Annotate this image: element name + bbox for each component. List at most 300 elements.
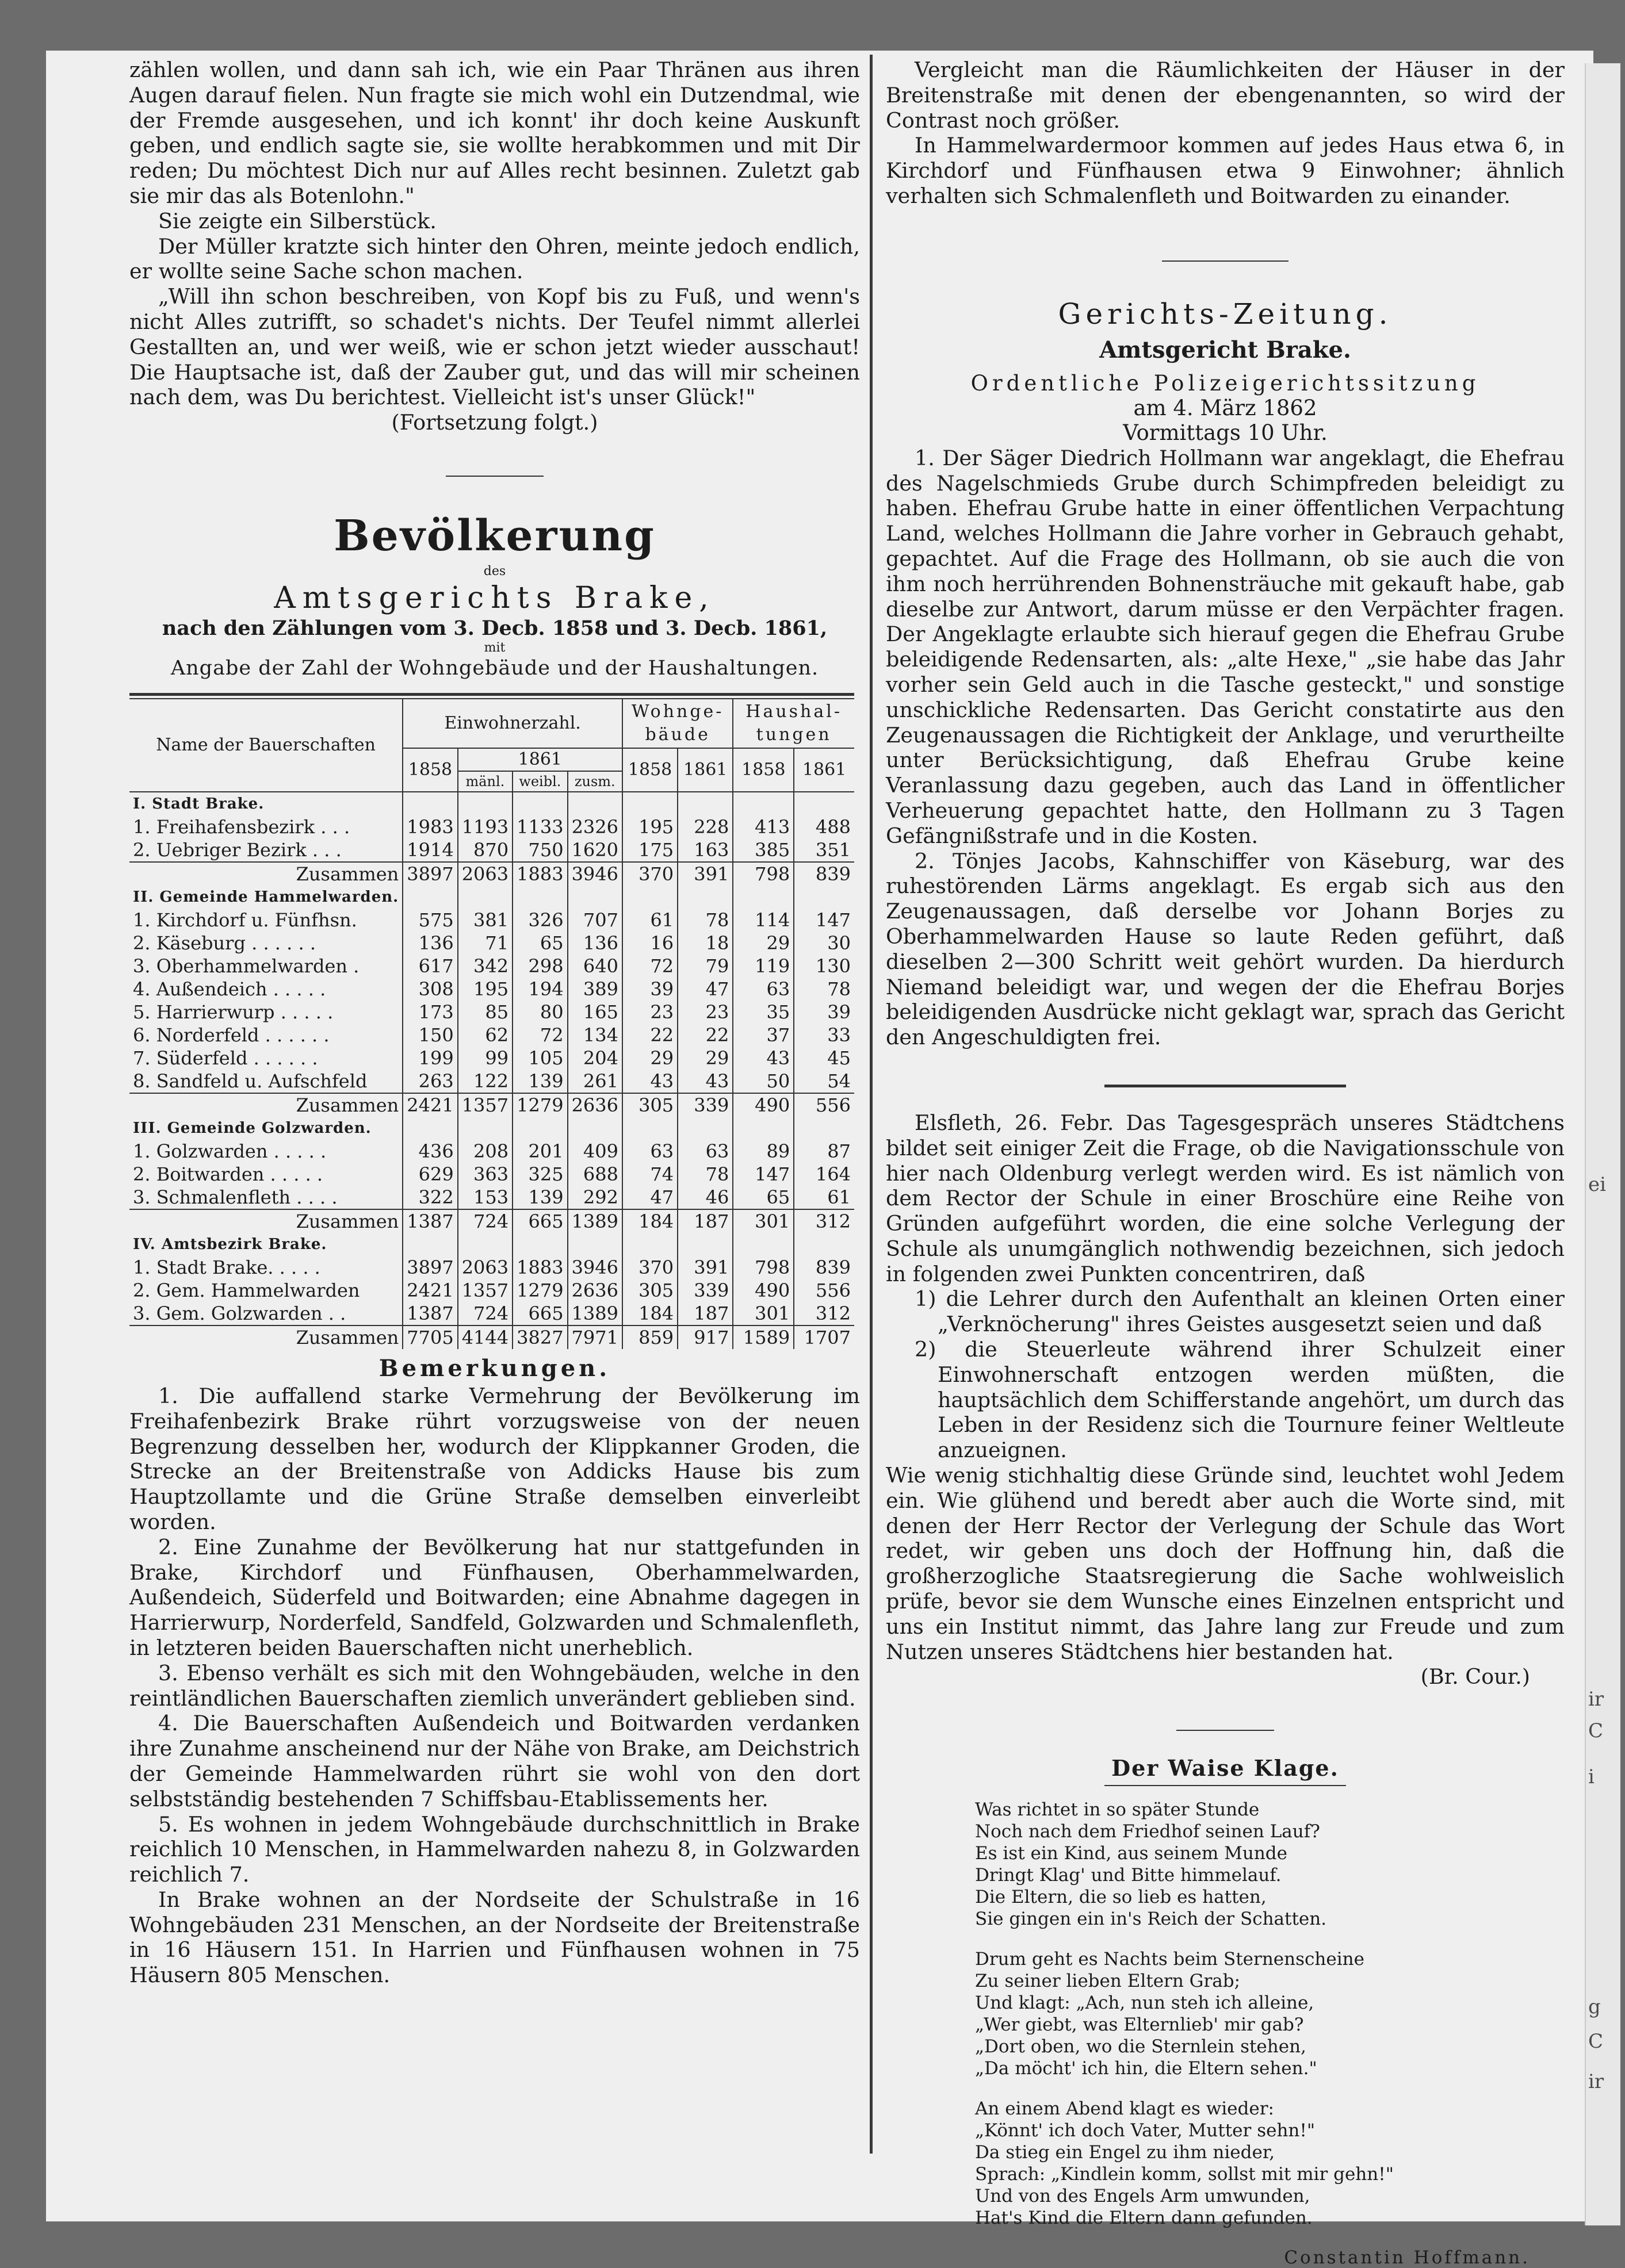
table-section-header (129, 1117, 854, 1140)
poem-title-rule (1104, 1785, 1346, 1786)
table-cell: 305 (622, 1279, 678, 1302)
table-cell: 204 (568, 1047, 622, 1070)
table-cell: 105 (513, 1047, 567, 1070)
col-header-haushaltungen: Haushal-tungen (733, 699, 854, 748)
empty-cell (513, 1233, 567, 1256)
poem-line: Was richtet in so später Stunde (975, 1799, 1260, 1821)
col-header-zusm: zusm. (574, 773, 615, 790)
total-label: Zusammen (129, 862, 403, 886)
poem-line: An einem Abend klagt es wieder: (975, 2098, 1274, 2120)
table-cell: 301 (733, 1302, 794, 1325)
table-cell: 46 (678, 1186, 733, 1209)
empty-cell (794, 1117, 854, 1140)
total-cell: 1357 (458, 1093, 513, 1117)
population-table (129, 698, 854, 1349)
table-cell: 23 (678, 1001, 733, 1024)
total-cell: 7971 (568, 1325, 622, 1349)
story-continuation (129, 58, 860, 435)
table-section-header (129, 1233, 854, 1256)
empty-cell (568, 1233, 622, 1256)
total-cell: 4144 (458, 1325, 513, 1349)
table-cell: 839 (794, 1256, 854, 1279)
table-cell: 39 (794, 1001, 854, 1024)
table-cell: 1387 (403, 1302, 457, 1325)
table-cell: 43 (678, 1070, 733, 1093)
table-row (129, 1302, 854, 1325)
table-row (129, 1024, 854, 1047)
poem-line: Und von des Engels Arm umwunden, (975, 2186, 1310, 2207)
empty-cell (794, 886, 854, 909)
table-cell: 153 (458, 1186, 513, 1209)
remark-paragraph: 2. Eine Zunahme der Bevölkerung hat nur stattgefunden in Brake, Kirchdorf und Fünfhausen, Oberhammelwarden, Außendeich, Süderfeld und Boitwarden; eine Abnahme dagegen in Harrierwurp, Norderfeld, Sandfeld, Golzwarden und Schmalenfleth, in letzteren beiden Bauerschaften nicht unerheblich. (129, 1534, 860, 1660)
total-cell: 7705 (403, 1325, 457, 1349)
table-row (129, 1070, 854, 1093)
remark-paragraph: 5. Es wohnen in jedem Wohngebäude durchschnittlich in Brake reichlich 10 Menschen, in Hammelwarden nahezu 8, in Golzwarden reichlich 7. (129, 1811, 860, 1887)
total-cell: 724 (458, 1209, 513, 1233)
remarks-title: Bemerkungen. (378, 1354, 611, 1382)
table-cell: 39 (622, 978, 678, 1001)
poem-line: Noch nach dem Friedhof seinen Lauf? (975, 1821, 1320, 1842)
row-name: 1. Golzwarden . . . . . (133, 1140, 327, 1162)
row-name: 7. Süderfeld . . . . . . (133, 1047, 318, 1069)
empty-cell (403, 886, 457, 909)
population-table-body (129, 792, 854, 1349)
empty-cell (458, 886, 513, 909)
col-header-maenl: mänl. (458, 772, 513, 791)
population-court: Amtsgerichts Brake, (274, 580, 716, 615)
empty-cell (513, 1117, 567, 1140)
table-cell: 29 (678, 1047, 733, 1070)
table-cell: 688 (568, 1163, 622, 1186)
remark-paragraph: In Brake wohnen an der Nordseite der Schulstraße in 16 Wohngebäuden 231 Menschen, an der Nordseite der Breitenstraße in 16 Häusern 151. In Harrien und Fünfhausen wohnen in 75 Häusern 805 Menschen. (129, 1887, 860, 1988)
table-total-row (129, 1209, 854, 1233)
table-cell: 488 (794, 815, 854, 838)
table-cell: 122 (458, 1070, 513, 1093)
row-name: 6. Norderfeld . . . . . . (133, 1024, 330, 1046)
total-cell: 917 (678, 1325, 733, 1349)
table-cell: 35 (733, 1001, 794, 1024)
table-cell: 2421 (403, 1279, 457, 1302)
table-cell: 43 (622, 1070, 678, 1093)
table-cell: 63 (622, 1140, 678, 1163)
table-cell: 45 (794, 1047, 854, 1070)
poem-line: „Dort oben, wo die Sternlein stehen, (975, 2036, 1306, 2058)
table-cell: 47 (622, 1186, 678, 1209)
empty-cell (458, 792, 513, 815)
table-cell: 292 (568, 1186, 622, 1209)
empty-cell (403, 1233, 457, 1256)
section-rule (446, 476, 544, 477)
table-cell: 308 (403, 978, 457, 1001)
table-cell: 78 (678, 909, 733, 932)
section-title: IV. Amtsbezirk Brake. (133, 1235, 327, 1253)
total-label: Zusammen (129, 1325, 403, 1349)
intro-paragraph: Vergleicht man die Räumlichkeiten der Häuser in der Breitenstraße mit denen der ebengenannten, so wird der Contrast noch größer. (886, 58, 1565, 133)
table-cell: 50 (733, 1070, 794, 1093)
col-header-haus-1861: 1861 (794, 748, 854, 792)
total-cell: 3827 (513, 1325, 567, 1349)
section-title: III. Gemeinde Golzwarden. (133, 1119, 372, 1137)
table-cell: 665 (513, 1302, 567, 1325)
poem-line: Da stieg ein Engel zu ihm nieder, (975, 2142, 1275, 2163)
total-cell: 859 (622, 1325, 678, 1349)
poem-line: „Da möcht' ich hin, die Eltern sehen." (975, 2058, 1317, 2079)
table-cell: 119 (733, 955, 794, 978)
table-row (129, 978, 854, 1001)
table-cell: 385 (733, 838, 794, 862)
total-cell: 305 (622, 1093, 678, 1117)
table-cell: 61 (622, 909, 678, 932)
table-cell: 43 (733, 1047, 794, 1070)
empty-cell (794, 1233, 854, 1256)
population-des: des (483, 564, 506, 579)
table-cell: 1983 (403, 815, 457, 838)
strip-fragment: g (1588, 1995, 1601, 2018)
poem-line: Drum geht es Nachts beim Sternenscheine (975, 1949, 1364, 1970)
strip-fragment: i (1588, 1765, 1595, 1788)
table-cell: 139 (513, 1070, 567, 1093)
table-cell: 195 (458, 978, 513, 1001)
table-cell: 724 (458, 1302, 513, 1325)
total-cell: 1589 (733, 1325, 794, 1349)
table-cell: 1883 (513, 1256, 567, 1279)
col-header-name: Name der Bauerschaften (129, 699, 403, 792)
table-row (129, 1256, 854, 1279)
population-mit: mit (484, 640, 506, 655)
col-header-wohn-1858: 1858 (622, 748, 678, 792)
elsfleth-point: 2) die Steuerleute während ihrer Schulzeit einer Einwohnerschaft entzogen werden müßten, die hauptsächlich dem Schifferstande angehört, um durch das Leben in der Residenz sich die Tournure feiner Weltleute anzueignen. (915, 1337, 1565, 1463)
poem-author: Constantin Hoffmann. (1284, 2247, 1530, 2268)
population-header (129, 511, 860, 681)
table-cell: 33 (794, 1024, 854, 1047)
strip-fragment: ir (1588, 1688, 1604, 1711)
total-cell: 1707 (794, 1325, 854, 1349)
elsfleth-source: (Br. Cour.) (1420, 1664, 1530, 1689)
empty-cell (733, 1117, 794, 1140)
col-header-wohngebaeude: Wohnge-bäude (622, 699, 733, 748)
table-cell: 1389 (568, 1302, 622, 1325)
table-cell: 870 (458, 838, 513, 862)
total-cell: 391 (678, 862, 733, 886)
left-column (129, 58, 860, 1988)
table-row (129, 955, 854, 978)
table-row (129, 1163, 854, 1186)
empty-cell (403, 792, 457, 815)
table-cell: 363 (458, 1163, 513, 1186)
total-cell: 490 (733, 1093, 794, 1117)
table-row (129, 932, 854, 955)
story-paragraph: „Will ihn schon beschreiben, von Kopf bis zu Fuß, und wenn's nicht Alles zutrifft, so schadet's nichts. Der Teufel nimmt allerlei Gestallten an, und wer weiß, wie er schon jetzt wieder ausschaut! Die Hauptsache ist, daß der Zauber gut, und das will mir scheinen nach dem, was Du berichtest. Vielleicht ist's unser Glück!" (129, 284, 860, 410)
table-total-row (129, 1093, 854, 1117)
total-cell: 370 (622, 862, 678, 886)
total-label: Zusammen (129, 1209, 403, 1233)
table-cell: 71 (458, 932, 513, 955)
story-paragraph: zählen wollen, und dann sah ich, wie ein Paar Thränen aus ihren Augen darauf fielen. Nun fragte sie mich wohl ein Dutzendmal, wie der Fremde ausgesehen, und ich konnt' ihr doch keine Auskunft geben, und endlich sagte sie, sie wollte herabkommen und mit Dir reden; Du möchtest Dich nur auf Alles recht besinnen. Zuletzt gab sie mir das als Botenlohn." (129, 58, 860, 208)
remark-paragraph: 3. Ebenso verhält es sich mit den Wohngebäuden, welche in den reintländlichen Bauerschaften ziemlich unverändert geblieben sind. (129, 1660, 860, 1711)
total-cell: 3946 (568, 862, 622, 886)
table-row (129, 1186, 854, 1209)
poem-line: Es ist ein Kind, aus seinem Munde (975, 1843, 1287, 1864)
table-cell: 134 (568, 1024, 622, 1047)
table-cell: 575 (403, 909, 457, 932)
table-cell: 150 (403, 1024, 457, 1047)
table-cell: 65 (733, 1186, 794, 1209)
table-cell: 339 (678, 1279, 733, 1302)
table-cell: 556 (794, 1279, 854, 1302)
table-cell: 165 (568, 1001, 622, 1024)
table-cell: 16 (622, 932, 678, 955)
table-cell: 136 (568, 932, 622, 955)
strip-fragment: ir (1588, 2070, 1604, 2093)
col-header-1861-group (458, 748, 622, 792)
row-name: 2. Uebriger Bezirk . . . (133, 838, 342, 861)
table-row (129, 909, 854, 932)
court-paragraph: 2. Tönjes Jacobs, Kahnschiffer von Käseburg, war des ruhestörenden Lärms angeklagt. Es ergab sich aus den Zeugenaussagen, daß derselbe vor Johann Borjes zu Oberhammelwarden Hause so laute Reden geführt, daß dieselben 2—300 Schritt weit gehört wurden. Da hierdurch Niemand beleidigt war, und wegen der die Ehefrau Borjes beleidigenden Ausdrücke nicht geklagt war, sprach das Gericht den Angeschuldigten frei. (886, 848, 1565, 1050)
table-row (129, 815, 854, 838)
remark-paragraph: 4. Die Bauerschaften Außendeich und Boitwarden verdanken ihre Zunahme anscheinend nur der Nähe von Brake, am Deichstrich der Gemeinde Hammelwarden rührt sie wohl von den dort selbstständig bestehenden 7 Schiffsbau-Etablissements her. (129, 1711, 860, 1811)
table-row (129, 1279, 854, 1302)
table-cell: 263 (403, 1070, 457, 1093)
table-row (129, 838, 854, 862)
table-cell: 195 (622, 815, 678, 838)
poem-title: Der Waise Klage. (1111, 1755, 1339, 1782)
poem-line: Sprach: „Kindlein komm, sollst mit mir gehn!" (975, 2164, 1394, 2185)
table-cell: 78 (678, 1163, 733, 1186)
table-cell: 184 (622, 1302, 678, 1325)
table-cell: 78 (794, 978, 854, 1001)
row-name: 4. Außendeich . . . . . (133, 978, 326, 1000)
table-row (129, 1140, 854, 1163)
total-cell: 2063 (458, 862, 513, 886)
total-cell: 312 (794, 1209, 854, 1233)
court-title: Gerichts-Zeitung. (1058, 297, 1393, 331)
table-top-rule (129, 693, 854, 696)
table-cell: 1133 (513, 815, 567, 838)
empty-cell (678, 1117, 733, 1140)
empty-cell (513, 792, 567, 815)
empty-cell (622, 792, 678, 815)
row-name: 5. Harrierwurp . . . . . (133, 1001, 334, 1023)
table-cell: 707 (568, 909, 622, 932)
table-cell: 37 (733, 1024, 794, 1047)
table-cell: 87 (794, 1140, 854, 1163)
table-cell: 3897 (403, 1256, 457, 1279)
poem-stanza (975, 2098, 1565, 2229)
table-cell: 351 (794, 838, 854, 862)
table-cell: 23 (622, 1001, 678, 1024)
session-line: Ordentliche Polizeigerichtssitzung (970, 370, 1480, 396)
empty-cell (678, 792, 733, 815)
table-cell: 47 (678, 978, 733, 1001)
elsfleth-paragraph: Wie wenig stichhaltig diese Gründe sind, leuchtet wohl Jedem ein. Wie glühend und beredt aber auch die Worte sind, mit denen der Herr Rector der Verlegung der Schule das Wort redet, wir geben uns doch der Hoffnung hin, daß die großherzogliche Staatsregierung die Sache wohlweislich prüfe, bevor sie dem Wunsche eines Einzelnen entspricht und uns ein Institut nimmt, das Jahre lang zur Freude und zum Nutzen unseres Städtchens hier bestanden hat. (886, 1463, 1565, 1664)
table-cell: 798 (733, 1256, 794, 1279)
table-cell: 163 (678, 838, 733, 862)
total-cell: 839 (794, 862, 854, 886)
empty-cell (458, 1117, 513, 1140)
empty-cell (403, 1117, 457, 1140)
row-name: 3. Oberhammelwarden . (133, 955, 360, 977)
table-cell: 89 (733, 1140, 794, 1163)
table-total-row (129, 862, 854, 886)
empty-cell (568, 886, 622, 909)
court-paragraph: 1. Der Säger Diedrich Hollmann war angeklagt, die Ehefrau des Nagelschmieds Grube durch Schimpfreden beleidigt zu haben. Ehefrau Grube hatte in einer öffentlichen Verpachtung Land, welches Hollmann die Jahre vorher in Gebrauch gehabt, gepachtet. Auf die Frage des Hollmann, ob sie auch die von ihm noch herrührenden Bohnensträuche mit gekauft habe, gab dieselbe zur Antwort, darum müsse er den Verpächter fragen. Der Angeklagte erlaubte sich hierauf gegen die Ehefrau Grube beleidigende Redensarten, als: „alte Hexe," „sie habe das Jahr vorher sein Geld auch in die Tasche gesteckt," und sonstige unschickliche Redensarten. Das Gericht constatirte aus den Zeugenaussagen die Richtigkeit der Anklage, und verurtheilte unter Berücksichtigung, daß Ehefrau Grube keine Veranlassung dazu gegeben, auch das Land in öffentlicher Verheuerung gepachtet hatte, den Hollmann zu 3 Tagen Gefängnißstrafe und in die Kosten. (886, 445, 1565, 848)
total-cell: 2636 (568, 1093, 622, 1117)
total-cell: 301 (733, 1209, 794, 1233)
table-section-header (129, 792, 854, 815)
empty-cell (733, 886, 794, 909)
total-cell: 1279 (513, 1093, 567, 1117)
population-subtitle: Angabe der Zahl der Wohngebäude und der Haushaltungen. (170, 656, 819, 680)
table-cell: 640 (568, 955, 622, 978)
table-cell: 54 (794, 1070, 854, 1093)
remarks (129, 1384, 860, 1988)
table-cell: 147 (733, 1163, 794, 1186)
table-cell: 490 (733, 1279, 794, 1302)
table-cell: 29 (622, 1047, 678, 1070)
total-cell: 187 (678, 1209, 733, 1233)
col-header-weibl: weibl. (513, 772, 568, 791)
table-cell: 3946 (568, 1256, 622, 1279)
remark-paragraph: 1. Die auffallend starke Vermehrung der Bevölkerung im Freihafenbezirk Brake rührt vorzugsweise von der neuen Begrenzung desselben her, wodurch der Klippkanner Groden, die Strecke an der Breitenstraße von Addicks Hause bis zum Hauptzollamte und die Grüne Straße demselben einverleibt worden. (129, 1383, 860, 1534)
continued-note: (Fortsetzung folgt.) (391, 410, 598, 435)
table-cell: 1357 (458, 1279, 513, 1302)
poem-line: „Wer giebt, was Elternlieb' mir gab? (975, 2014, 1304, 2036)
row-name: 3. Schmalenfleth . . . . (133, 1186, 338, 1208)
session-time: Vormittags 10 Uhr. (1123, 420, 1328, 445)
table-cell: 130 (794, 955, 854, 978)
empty-cell (622, 1233, 678, 1256)
poem-line: Hat's Kind die Eltern dann gefunden. (975, 2208, 1313, 2229)
table-cell: 370 (622, 1256, 678, 1279)
intro-paragraph: In Hammelwardermoor kommen auf jedes Haus etwa 6, in Kirchdorf und Fünfhausen etwa 9 Einwohner; ähnlich verhalten sich Schmalenfleth und Boitwarden zu einander. (886, 133, 1565, 208)
table-cell: 389 (568, 978, 622, 1001)
table-cell: 1279 (513, 1279, 567, 1302)
table-cell: 617 (403, 955, 457, 978)
table-cell: 61 (794, 1186, 854, 1209)
row-name: 2. Boitwarden . . . . . (133, 1163, 323, 1185)
empty-cell (733, 1233, 794, 1256)
population-title: Bevölkerung (334, 511, 656, 561)
table-cell: 199 (403, 1047, 457, 1070)
table-cell: 18 (678, 932, 733, 955)
poem-line: Die Eltern, die so lieb es hatten, (975, 1887, 1267, 1908)
total-cell: 2421 (403, 1093, 457, 1117)
col-header-sexes (458, 772, 622, 791)
table-cell: 409 (568, 1140, 622, 1163)
col-header-einwohner: Einwohnerzahl. (403, 699, 622, 748)
table-row (129, 1001, 854, 1024)
table-cell: 80 (513, 1001, 567, 1024)
strip-fragment: ei (1588, 1173, 1606, 1196)
table-cell: 413 (733, 815, 794, 838)
table-cell: 139 (513, 1186, 567, 1209)
poem-stanza (975, 1799, 1565, 1930)
table-cell: 312 (794, 1302, 854, 1325)
row-name: 1. Stadt Brake. . . . . (133, 1256, 320, 1278)
table-cell: 136 (403, 932, 457, 955)
table-cell: 1914 (403, 838, 457, 862)
table-cell: 29 (733, 932, 794, 955)
section-title: II. Gemeinde Hammelwarden. (133, 888, 399, 906)
section-rule (1104, 1085, 1346, 1087)
row-name: 2. Gem. Hammelwarden (133, 1279, 360, 1301)
col-header-haus-1858: 1858 (733, 748, 794, 792)
table-cell: 381 (458, 909, 513, 932)
table-row (129, 1047, 854, 1070)
empty-cell (568, 1117, 622, 1140)
population-dates: nach den Zählungen vom 3. Decb. 1858 und 3. Decb. 1861, (162, 616, 828, 640)
col-header-wohn-1861: 1861 (678, 748, 733, 792)
total-cell: 339 (678, 1093, 733, 1117)
total-cell: 1389 (568, 1209, 622, 1233)
story-paragraph: Sie zeigte ein Silberstück. (158, 208, 437, 233)
table-cell: 63 (733, 978, 794, 1001)
strip-fragment: C (1588, 1719, 1604, 1742)
table-cell: 750 (513, 838, 567, 862)
story-paragraph: Der Müller kratzte sich hinter den Ohren, meinte jedoch endlich, er wollte seine Sache schon machen. (129, 233, 860, 284)
strip-fragment: C (1588, 2030, 1604, 2053)
table-cell: 208 (458, 1140, 513, 1163)
elsfleth-point: 1) die Lehrer durch den Aufenthalt an kleinen Orten einer „Verknöcherung" ihres Geistes ausgesetzt seien und daß (915, 1286, 1565, 1337)
empty-cell (733, 792, 794, 815)
column-divider (870, 55, 873, 2154)
poem-line: Dringt Klag' und Bitte himmelauf. (975, 1865, 1282, 1886)
empty-cell (622, 1117, 678, 1140)
table-cell: 99 (458, 1047, 513, 1070)
table-cell: 2636 (568, 1279, 622, 1302)
table-cell: 65 (513, 932, 567, 955)
adjacent-page-edge (1585, 63, 1620, 2225)
section-rule (1162, 260, 1288, 262)
table-cell: 1193 (458, 815, 513, 838)
empty-cell (794, 792, 854, 815)
row-name: 3. Gem. Golzwarden . . (133, 1302, 346, 1324)
total-cell: 1883 (513, 862, 567, 886)
empty-cell (622, 886, 678, 909)
empty-cell (458, 1233, 513, 1256)
elsfleth-paragraph: Elsfleth, 26. Febr. Das Tagesgespräch unseres Städtchens bildet seit einiger Zeit die Frage, ob die Navigationsschule von hier nach Oldenburg verlegt werden wird. Es ist nämlich von dem Rector der Schule in einer Broschüre eine Reihe von Gründen aufgeführt worden, die eine solche Verlegung der Schule als unumgänglich nothwendig bezeichnen, sich jedoch in folgenden zwei Punkten concentriren, daß (886, 1110, 1565, 1286)
table-cell: 436 (403, 1140, 457, 1163)
col-header-1858: 1858 (403, 748, 457, 792)
table-cell: 147 (794, 909, 854, 932)
table-cell: 72 (513, 1024, 567, 1047)
table-cell: 1620 (568, 838, 622, 862)
table-cell: 187 (678, 1302, 733, 1325)
table-cell: 261 (568, 1070, 622, 1093)
row-name: 1. Freihafensbezirk . . . (133, 815, 350, 838)
row-name: 1. Kirchdorf u. Fünfhsn. (133, 909, 357, 931)
table-cell: 228 (678, 815, 733, 838)
table-cell: 72 (622, 955, 678, 978)
empty-cell (678, 1233, 733, 1256)
table-cell: 201 (513, 1140, 567, 1163)
total-cell: 3897 (403, 862, 457, 886)
section-title: I. Stadt Brake. (133, 795, 265, 813)
table-cell: 22 (622, 1024, 678, 1047)
section-rule (1176, 1730, 1274, 1731)
poem-line: Sie gingen ein in's Reich der Schatten. (975, 1909, 1327, 1930)
table-cell: 173 (403, 1001, 457, 1024)
col-header-1861: 1861 (458, 749, 622, 772)
table-cell: 79 (678, 955, 733, 978)
total-cell: 665 (513, 1209, 567, 1233)
table-cell: 325 (513, 1163, 567, 1186)
empty-cell (513, 886, 567, 909)
table-cell: 391 (678, 1256, 733, 1279)
poem-line: „Könnt' ich doch Vater, Mutter sehn!" (975, 2120, 1316, 2141)
poem-line: Zu seiner lieben Eltern Grab; (975, 1971, 1241, 1992)
table-total-row (129, 1325, 854, 1349)
